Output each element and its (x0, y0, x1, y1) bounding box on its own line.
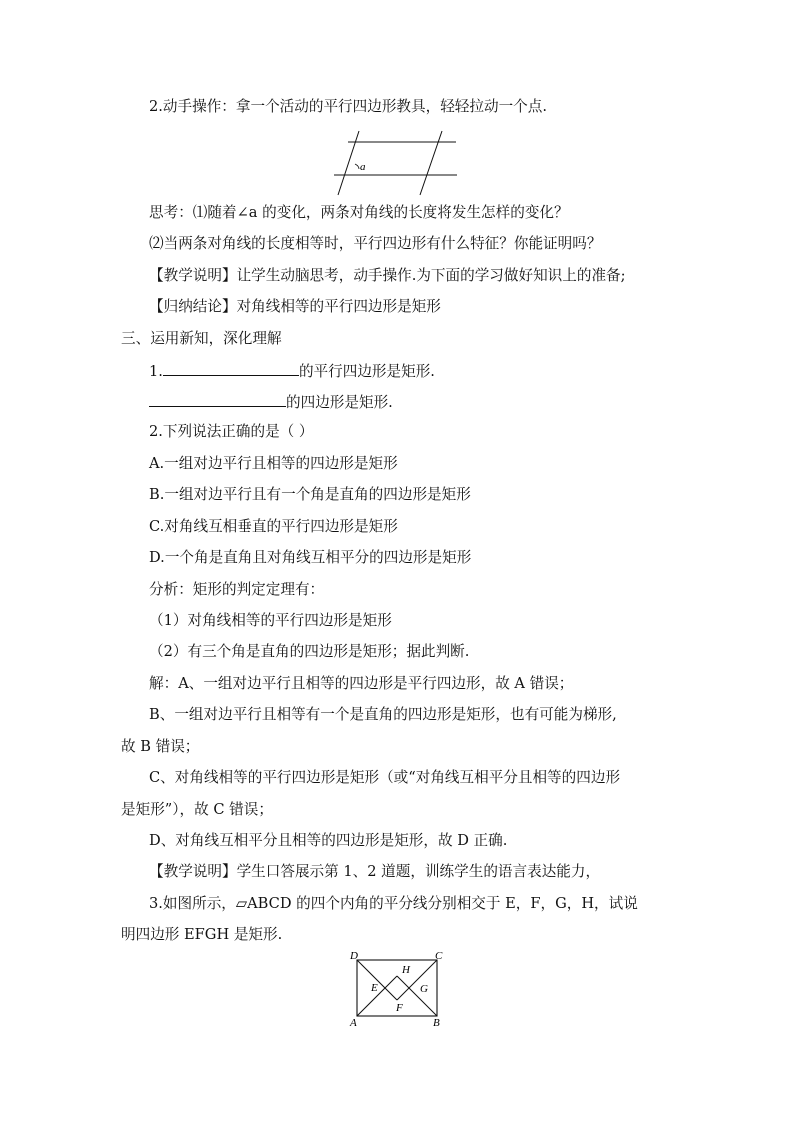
text-line: 分析：矩形的判定定理有： (149, 581, 325, 598)
label-g: G (420, 983, 428, 995)
text-line: 故 B 错误； (121, 738, 200, 755)
angle-arc (355, 164, 359, 169)
label-d: D (350, 950, 358, 962)
text-line: B、一组对边平行且相等有一个是直角的四边形是矩形，也有可能为梯形, (149, 706, 617, 723)
rectangle-figure (342, 946, 454, 1030)
option-b: B.一组对边平行且有一个角是直角的四边形是矩形 (149, 486, 471, 503)
text-line: D、对角线互相平分且相等的四边形是矩形，故 D 正确. (149, 832, 508, 849)
text-line: 思考：⑴随着∠a 的变化，两条对角线的长度将发生怎样的变化？ (149, 204, 569, 221)
text-line: ⑵当两条对角线的长度相等时，平行四边形有什么特征？你能证明吗？ (149, 235, 602, 252)
question-number: 1. (149, 363, 163, 380)
answer-blank[interactable] (163, 360, 299, 376)
text-line: 解：A、一组对边平行且相等的四边形是平行四边形，故 A 错误； (149, 675, 574, 692)
bisector-b (397, 976, 437, 1016)
parallelogram-figure (330, 128, 465, 200)
option-c: C.对角线互相垂直的平行四边形是矩形 (149, 518, 398, 535)
label-a: A (350, 1017, 357, 1029)
left-slanted-line (338, 131, 359, 195)
text-line: 【归纳结论】对角线相等的平行四边形是矩形 (149, 298, 441, 315)
text-fragment: 的四边形是矩形. (286, 394, 393, 411)
text-fragment: 的平行四边形是矩形. (298, 363, 435, 380)
question-text: 2.下列说法正确的是（ ） (149, 423, 314, 440)
text-line: 【教学说明】学生口答展示第 1、2 道题，训练学生的语言表达能力， (149, 863, 601, 880)
bisector-d (357, 960, 397, 1000)
text-line: 【教学说明】让学生动脑思考，动手操作.为下面的学习做好知识上的准备; (149, 267, 626, 284)
text-line: C、对角线相等的平行四边形是矩形（或“对角线互相平分且相等的四边形 (149, 769, 621, 786)
angle-label: a (360, 161, 366, 173)
option-d: D.一个角是直角且对角线互相平分的四边形是矩形 (149, 549, 472, 566)
text-line: （1）对角线相等的平行四边形是矩形 (149, 612, 392, 629)
text-line: 2.动手操作：拿一个活动的平行四边形教具，轻轻拉动一个点. (149, 98, 548, 115)
label-h: H (402, 964, 410, 976)
text-line: （2）有三个角是直角的四边形是矩形；据此判断. (149, 643, 470, 660)
section-heading: 三、运用新知，深化理解 (121, 330, 282, 347)
answer-blank[interactable] (149, 391, 286, 407)
text-line: 3.如图所示，▱ABCD 的四个内角的平分线分别相交于 E，F，G，H，试说 (149, 895, 638, 912)
fill-blank-line (149, 360, 435, 382)
text-line: 是矩形”），故 C 错误； (121, 801, 273, 818)
fill-blank-line (149, 391, 393, 413)
label-b: B (433, 1017, 440, 1029)
text-line: 明四边形 EFGH 是矩形. (121, 926, 283, 943)
label-f: F (396, 1002, 403, 1014)
label-e: E (371, 982, 378, 994)
option-a: A.一组对边平行且相等的四边形是矩形 (149, 455, 398, 472)
right-slanted-line (420, 131, 442, 195)
label-c: C (435, 950, 443, 962)
